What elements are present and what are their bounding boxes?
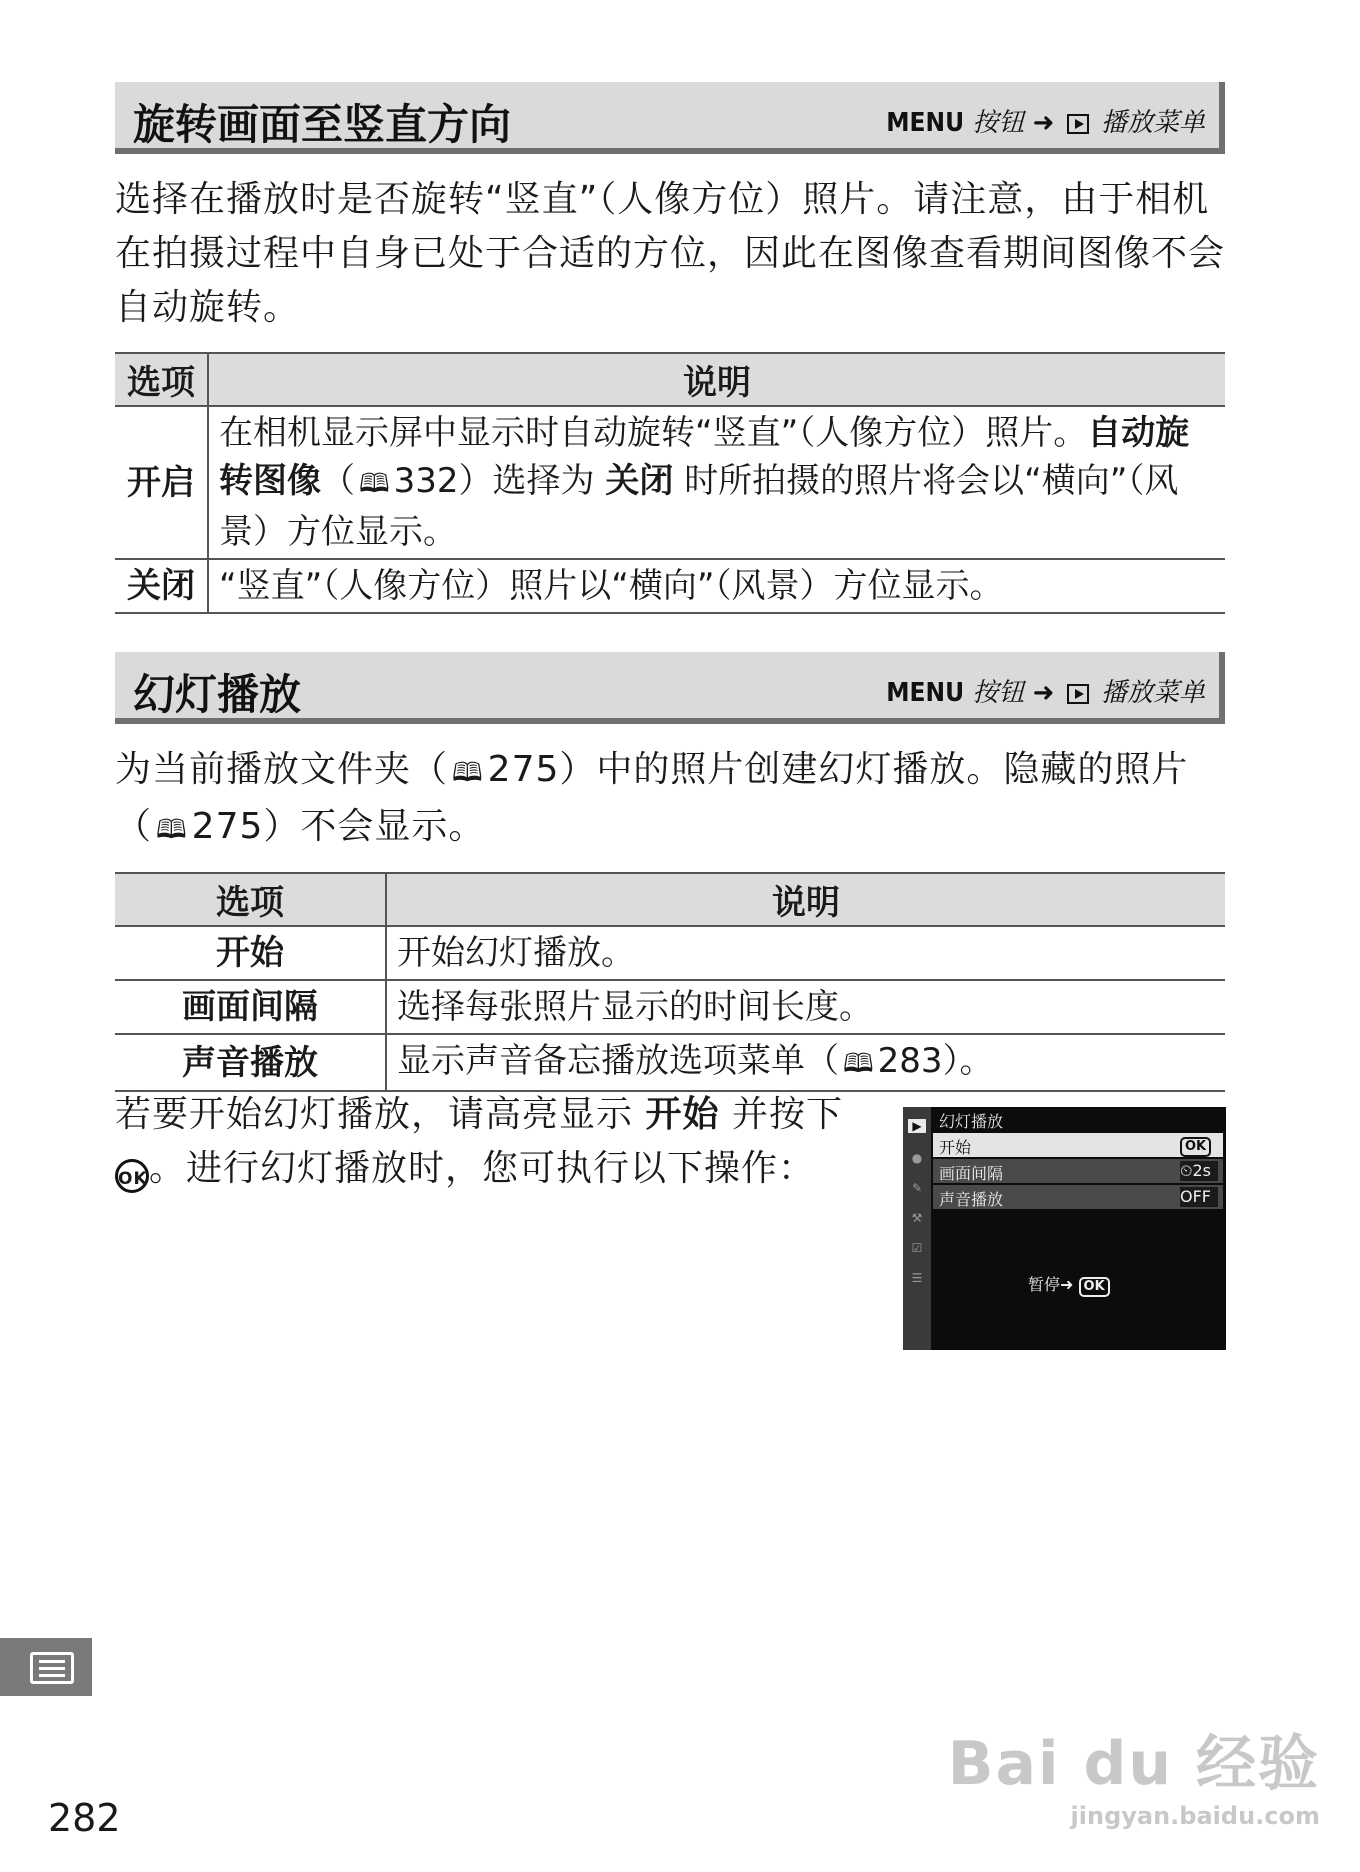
section-title: 幻灯播放: [133, 670, 302, 719]
option-description: 开始幻灯播放。: [386, 926, 1225, 980]
watermark-line2: jingyan.baidu.com: [1070, 1802, 1320, 1830]
table-row: [115, 926, 1225, 980]
desc-text: ）选择为: [458, 461, 595, 501]
option-description: “竖直”（人像方位）照片以“横向”（风景）方位显示。: [208, 559, 1225, 613]
body-text: 。进行幻灯播放时，您可执行以下操作：: [149, 1148, 816, 1189]
watermark-line1: Bai du 经验: [947, 1729, 1320, 1799]
desc-text: 时所拍摄的照片将会以“横向”（风景）方位显示。: [219, 461, 1179, 552]
menu-name: 播放菜单: [1100, 108, 1205, 138]
options-table: [115, 872, 1225, 1092]
retouch-tab-icon: ☑: [911, 1241, 923, 1255]
menu-item-label: 画面间隔: [939, 1164, 1004, 1183]
book-icon: 🕮: [359, 469, 390, 499]
wrench-tab-icon: ⚒: [911, 1211, 923, 1225]
menu-item-label: 开始: [939, 1138, 972, 1157]
instruction-text: [115, 1088, 875, 1196]
book-icon: 🕮: [843, 1049, 874, 1079]
keyword: 关闭: [605, 461, 674, 501]
menu-item-value: OFF: [1180, 1187, 1218, 1207]
keyword: 自动旋转图像: [219, 413, 1190, 501]
section-header-rotate: [115, 82, 1225, 154]
menu-name: 播放菜单: [1100, 678, 1205, 708]
table-header-option: 选项: [115, 353, 208, 406]
section-title: 旋转画面至竖直方向: [133, 100, 512, 149]
body-text: 若要开始幻灯播放，请高亮显示: [115, 1094, 634, 1135]
page-ref: 332: [393, 461, 459, 501]
table-row: [115, 559, 1225, 613]
menu-button-label: 按钮: [972, 678, 1025, 708]
pause-hint: [1028, 1272, 1110, 1297]
menu-list-icon: [30, 1652, 74, 1684]
menu-button-label: 按钮: [972, 108, 1025, 138]
section-body: 选择在播放时是否旋转“竖直”（人像方位）照片。请注意，由于相机在拍摄过程中自身已处于合适的方位，因此在图像查看期间图像不会自动旋转。: [115, 179, 1226, 328]
playback-menu-icon: [1067, 684, 1089, 704]
table-header-description: 说明: [208, 353, 1225, 406]
menu-item-value: [1180, 1135, 1218, 1157]
menu-key: MENU: [886, 678, 965, 708]
book-icon: 🕮: [156, 815, 188, 845]
body-text: 并按下: [731, 1094, 843, 1135]
book-icon: 🕮: [452, 758, 484, 788]
pause-label: 暂停➜: [1028, 1275, 1074, 1294]
desc-text: ）。: [942, 1041, 994, 1081]
desc-text: 显示声音备忘播放选项菜单（: [397, 1041, 839, 1081]
chapter-tab: [0, 1638, 92, 1696]
keyword: 开始: [645, 1094, 720, 1135]
option-description: [386, 1034, 1225, 1091]
arrow-icon: ➜: [1032, 678, 1055, 708]
page-ref: 275: [191, 806, 264, 847]
body-text: ）中的照片创建幻灯播放。隐藏的照片（: [115, 749, 1189, 847]
menu-sidebar: [903, 1107, 931, 1350]
shooting-tab-icon: ●: [911, 1151, 923, 1165]
my-menu-tab-icon: ☰: [911, 1271, 923, 1285]
options-table: [115, 352, 1225, 614]
body-text: 为当前播放文件夹（: [115, 749, 449, 790]
ok-icon: OK: [1079, 1277, 1110, 1297]
option-key: 开始: [115, 926, 386, 980]
option-key: 关闭: [115, 559, 208, 613]
table-header-option: 选项: [115, 873, 386, 926]
watermark-logo: [948, 1716, 1320, 1830]
table-row: [115, 406, 1225, 559]
option-description: 在相机显示屏中显示时自动旋转“竖直”（人像方位）照片。自动旋转图像（ 🕮 332）选择为 关闭 时所拍摄的照片将会以“横向”（风景）方位显示。: [208, 406, 1225, 559]
ok-icon: OK: [1180, 1137, 1211, 1157]
menu-item-label: 声音播放: [939, 1190, 1004, 1209]
section-header-slideshow: [115, 652, 1225, 724]
option-description: 选择每张照片显示的时间长度。: [386, 980, 1225, 1034]
desc-text: 在相机显示屏中显示时自动旋转“竖直”（人像方位）照片。: [219, 413, 1088, 453]
page-ref: 275: [487, 749, 560, 790]
menu-path: [886, 672, 1205, 709]
option-key: 开启: [115, 406, 208, 559]
body-text: ）不会显示。: [263, 806, 486, 847]
option-key: 声音播放: [115, 1034, 386, 1091]
menu-item-interval[interactable]: [933, 1159, 1223, 1183]
menu-key: MENU: [886, 108, 965, 138]
page-ref: 283: [877, 1041, 943, 1081]
screen-title: 幻灯播放: [939, 1112, 1004, 1131]
playback-tab-icon: ▶: [908, 1119, 926, 1133]
menu-item-audio[interactable]: [933, 1185, 1223, 1209]
table-row: [115, 1034, 1225, 1091]
camera-screen: [903, 1107, 1226, 1350]
arrow-icon: ➜: [1032, 108, 1055, 138]
table-row: [115, 980, 1225, 1034]
option-key: 画面间隔: [115, 980, 386, 1034]
menu-item-start[interactable]: [933, 1133, 1223, 1157]
playback-menu-icon: [1067, 114, 1089, 134]
ok-button-icon: OK: [115, 1159, 149, 1193]
table-header-description: 说明: [386, 873, 1225, 926]
section-body: [115, 743, 1225, 857]
menu-path: [886, 102, 1205, 139]
pencil-tab-icon: ✎: [911, 1181, 923, 1195]
page-number: 282: [48, 1796, 121, 1840]
menu-item-value: ⏲2s: [1180, 1161, 1218, 1181]
